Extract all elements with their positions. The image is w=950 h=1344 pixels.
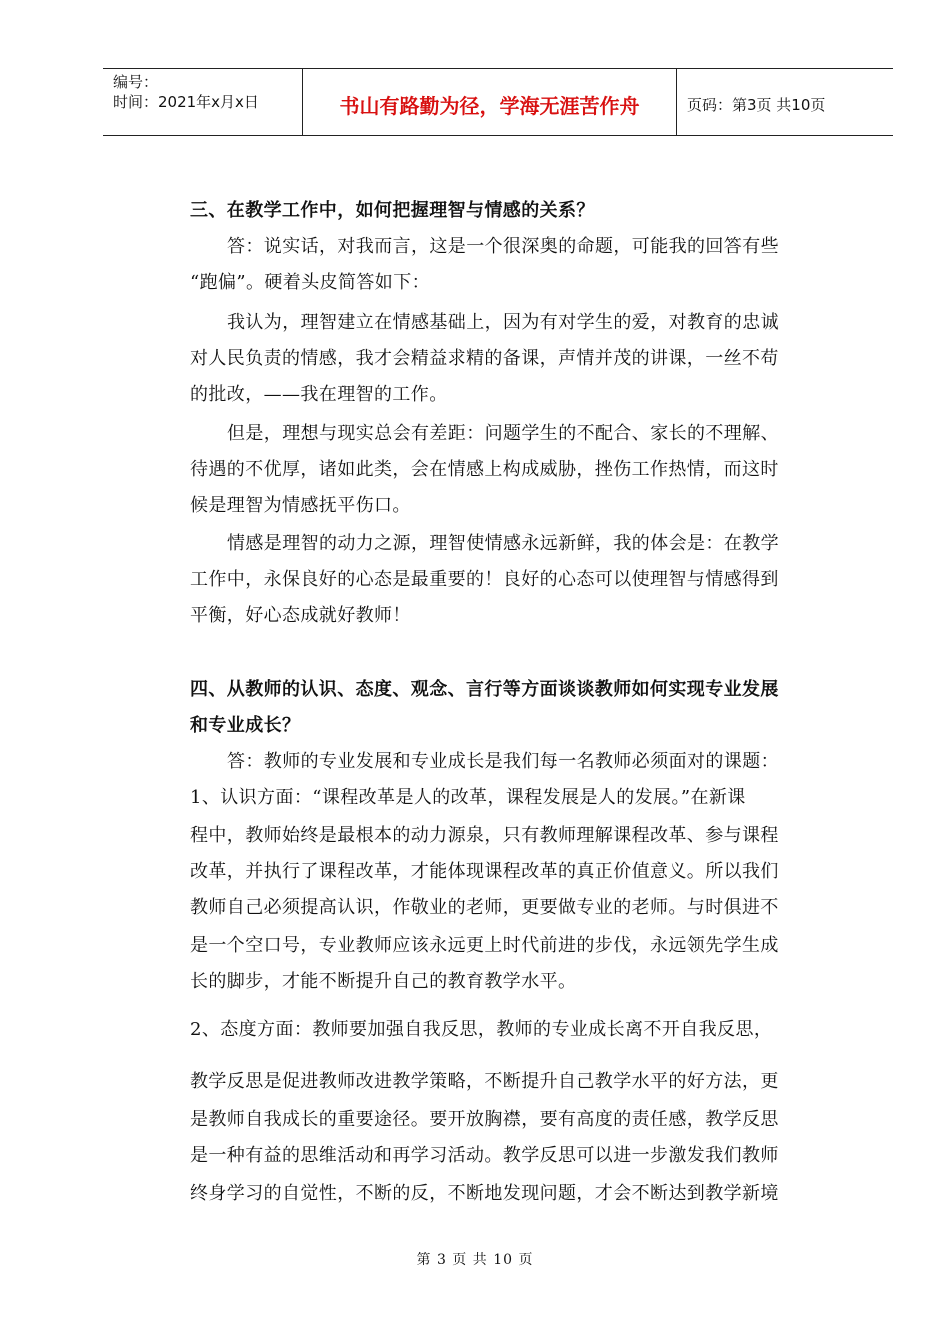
text-line: 教学反思是促进教师改进教学策略，不断提升自己教学水平的好方法，更 <box>190 1071 779 1092</box>
header-page-code: 页码：第3页 共10页 <box>687 95 826 114</box>
header-motto: 书山有路勤为径，学海无涯苦作舟 <box>303 69 677 135</box>
text-line: 的批改，——我在理智的工作。 <box>190 384 448 405</box>
section-heading-3: 三、在教学工作中，如何把握理智与情感的关系？ <box>190 200 595 221</box>
text-line: 待遇的不优厚，诸如此类，会在情感上构成威胁，挫伤工作热情，而这时 <box>190 459 779 480</box>
text-line: 是一种有益的思维活动和再学习活动。教学反思可以进一步激发我们教师 <box>190 1145 779 1166</box>
text-line: 但是，理想与现实总会有差距：问题学生的不配合、家长的不理解、 <box>227 423 779 444</box>
text-line: 长的脚步，才能不断提升自己的教育教学水平。 <box>190 971 577 992</box>
text-line: 答：教师的专业发展和专业成长是我们每一名教师必须面对的课题： <box>227 751 779 772</box>
text-line: “跑偏”。硬着头皮简答如下： <box>190 272 431 293</box>
page-footer: 第 3 页 共 10 页 <box>416 1252 534 1268</box>
header-table <box>103 68 893 136</box>
text-line: 对人民负责的情感，我才会精益求精的备课，声情并茂的讲课，一丝不苟 <box>190 348 779 369</box>
text-line: 平衡，好心态成就好教师！ <box>190 605 411 626</box>
text-line: 终身学习的自觉性，不断的反，不断地发现问题，才会不断达到教学新境 <box>190 1183 779 1204</box>
section-heading-4: 四、从教师的认识、态度、观念、言行等方面谈谈教师如何实现专业发展 <box>190 679 779 700</box>
text-line: 改革，并执行了课程改革，才能体现课程改革的真正价值意义。所以我们 <box>190 861 779 882</box>
header-info-cell <box>103 69 303 135</box>
text-line: 教师自己必须提高认识，作敬业的老师，更要做专业的老师。与时俱进不 <box>190 897 779 918</box>
text-line: 是教师自我成长的重要途径。要开放胸襟，要有高度的责任感，教学反思 <box>190 1109 779 1130</box>
time-label: 时间：2021年x月x日 <box>113 93 259 111</box>
section-heading-4-cont: 和专业成长？ <box>190 715 301 736</box>
text-line: 答：说实话，对我而言，这是一个很深奥的命题，可能我的回答有些 <box>227 236 779 257</box>
number-label: 编号： <box>113 73 159 91</box>
text-line: 2、态度方面：教师要加强自我反思，教师的专业成长离不开自我反思， <box>190 1019 773 1040</box>
text-line: 程中，教师始终是最根本的动力源泉，只有教师理解课程改革、参与课程 <box>190 825 779 846</box>
text-line: 候是理智为情感抚平伤口。 <box>190 495 411 516</box>
text-line: 我认为，理智建立在情感基础上，因为有对学生的爱，对教育的忠诚 <box>227 312 779 333</box>
text-line: 1、认识方面：“课程改革是人的改革，课程发展是人的发展。”在新课 <box>190 787 746 808</box>
text-line: 是一个空口号，专业教师应该永远更上时代前进的步伐，永远领先学生成 <box>190 935 779 956</box>
text-line: 情感是理智的动力之源，理智使情感永远新鲜，我的体会是：在教学 <box>227 533 779 554</box>
text-line: 工作中，永保良好的心态是最重要的！良好的心态可以使理智与情感得到 <box>190 569 779 590</box>
